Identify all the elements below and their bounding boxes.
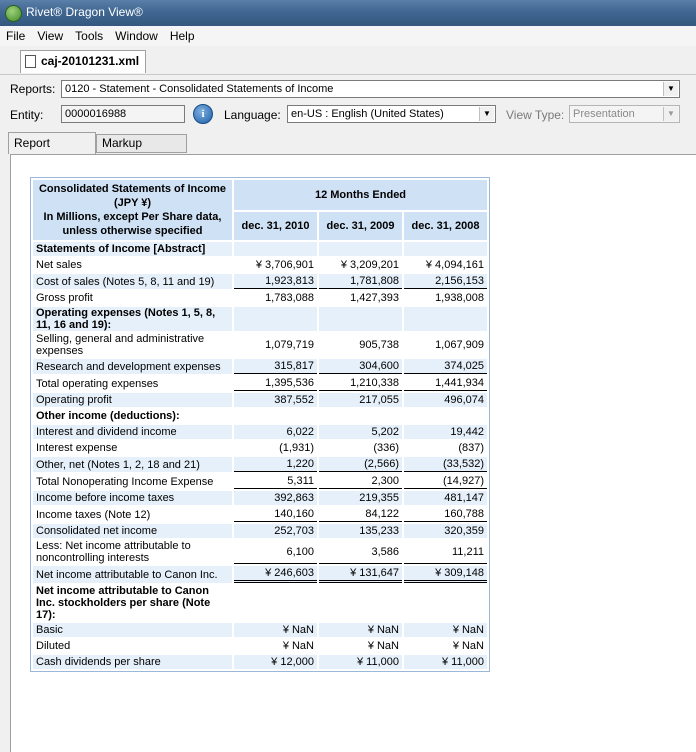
row-label: Net income attributable to Canon Inc. <box>33 566 232 583</box>
window-title: Rivet® Dragon View® <box>26 5 143 19</box>
row-value: 217,055 <box>319 393 402 407</box>
table-row <box>33 491 487 505</box>
row-value: 1,441,934 <box>404 376 487 391</box>
row-label: Income before income taxes <box>33 491 232 505</box>
table-row <box>33 274 487 289</box>
table-section-row <box>33 585 487 621</box>
row-value <box>234 585 317 621</box>
table-row <box>33 441 487 455</box>
menu-bar <box>0 26 696 46</box>
row-value: 1,781,808 <box>319 274 402 289</box>
table-unit-note: In Millions, except Per Share data, unless otherwise specified <box>43 211 222 237</box>
row-label: Total operating expenses <box>33 376 232 391</box>
row-value <box>404 409 487 423</box>
row-value: 6,100 <box>234 540 317 564</box>
row-value: 392,863 <box>234 491 317 505</box>
app-logo-icon <box>5 5 22 22</box>
row-value: ¥ 12,000 <box>234 655 317 669</box>
table-section-row <box>33 242 487 256</box>
row-label: Operating expenses (Notes 1, 5, 8, 11, 16 and 19): <box>33 307 232 331</box>
reports-select[interactable] <box>61 80 680 98</box>
entity-label: Entity: <box>10 108 44 122</box>
menu-window[interactable]: Window <box>115 29 158 43</box>
row-value: (1,931) <box>234 441 317 455</box>
row-value: 19,442 <box>404 425 487 439</box>
row-value: ¥ 4,094,161 <box>404 258 487 272</box>
table-row <box>33 376 487 391</box>
row-value: 6,022 <box>234 425 317 439</box>
row-value <box>234 409 317 423</box>
row-value: 496,074 <box>404 393 487 407</box>
row-value: 140,160 <box>234 507 317 522</box>
table-row <box>33 623 487 637</box>
row-value: 1,783,088 <box>234 291 317 305</box>
chevron-down-icon: ▼ <box>479 107 494 121</box>
language-select-value: en-US : English (United States) <box>291 108 444 120</box>
column-header: dec. 31, 2008 <box>404 212 487 240</box>
row-value <box>404 242 487 256</box>
table-row <box>33 457 487 472</box>
row-value: 2,156,153 <box>404 274 487 289</box>
row-label: Less: Net income attributable to noncontrolling interests <box>33 540 232 564</box>
row-value: ¥ 3,209,201 <box>319 258 402 272</box>
row-label: Total Nonoperating Income Expense <box>33 474 232 489</box>
row-value: 905,738 <box>319 333 402 357</box>
reports-label: Reports: <box>10 82 56 96</box>
row-label: Other, net (Notes 1, 2, 18 and 21) <box>33 457 232 472</box>
row-value: 84,122 <box>319 507 402 522</box>
tab-report-preview[interactable]: Report <box>8 132 96 154</box>
row-value: ¥ 11,000 <box>319 655 402 669</box>
row-value: ¥ NaN <box>234 623 317 637</box>
row-value: 2,300 <box>319 474 402 489</box>
row-value: 1,938,008 <box>404 291 487 305</box>
report-preview-pane <box>10 154 696 752</box>
row-value: 481,147 <box>404 491 487 505</box>
table-row <box>33 291 487 305</box>
tab-markup-review[interactable]: Markup <box>96 134 187 153</box>
menu-view[interactable]: View <box>37 29 64 43</box>
row-label: Research and development expenses <box>33 359 232 374</box>
menu-file[interactable]: File <box>6 29 26 43</box>
row-value: 5,311 <box>234 474 317 489</box>
chevron-down-icon: ▼ <box>663 107 678 121</box>
table-row <box>33 655 487 669</box>
menu-help[interactable]: Help <box>169 29 195 43</box>
document-tab[interactable] <box>20 50 146 73</box>
row-value: 1,220 <box>234 457 317 472</box>
entity-field[interactable]: 0000016988 <box>61 105 185 123</box>
row-value: ¥ NaN <box>404 639 487 653</box>
row-label: Consolidated net income <box>33 524 232 538</box>
table-section-row <box>33 409 487 423</box>
language-label: Language: <box>224 108 281 122</box>
table-row <box>33 507 487 522</box>
row-label: Selling, general and administrative expenses <box>33 333 232 357</box>
row-value: 1,210,338 <box>319 376 402 391</box>
row-label: Net sales <box>33 258 232 272</box>
row-value: ¥ 11,000 <box>404 655 487 669</box>
table-row <box>33 258 487 272</box>
row-value: 1,923,813 <box>234 274 317 289</box>
row-label: Interest expense <box>33 441 232 455</box>
row-value: ¥ 309,148 <box>404 566 487 583</box>
row-value: (33,532) <box>404 457 487 472</box>
table-row <box>33 359 487 374</box>
table-row <box>33 540 487 564</box>
row-value: 252,703 <box>234 524 317 538</box>
row-value: 1,067,909 <box>404 333 487 357</box>
row-value <box>319 409 402 423</box>
view-type-select-value: Presentation <box>573 108 635 120</box>
language-select[interactable] <box>287 105 496 123</box>
row-label: Income taxes (Note 12) <box>33 507 232 522</box>
row-label: Gross profit <box>33 291 232 305</box>
info-button[interactable]: i <box>193 104 213 124</box>
row-value: 3,586 <box>319 540 402 564</box>
row-value: ¥ 246,603 <box>234 566 317 583</box>
column-header: dec. 31, 2010 <box>234 212 317 240</box>
row-label: Operating profit <box>33 393 232 407</box>
row-value <box>319 585 402 621</box>
period-header: 12 Months Ended <box>234 180 487 210</box>
row-value: 304,600 <box>319 359 402 374</box>
row-value: (336) <box>319 441 402 455</box>
row-value: 1,427,393 <box>319 291 402 305</box>
document-icon <box>25 55 36 68</box>
row-value <box>319 307 402 331</box>
row-label: Diluted <box>33 639 232 653</box>
row-value <box>234 307 317 331</box>
row-value: ¥ NaN <box>234 639 317 653</box>
row-value <box>234 242 317 256</box>
table-row <box>33 425 487 439</box>
row-value: (837) <box>404 441 487 455</box>
table-row <box>33 393 487 407</box>
title-bar <box>0 0 696 26</box>
row-value: 11,211 <box>404 540 487 564</box>
row-value: ¥ NaN <box>319 623 402 637</box>
row-value: 387,552 <box>234 393 317 407</box>
row-value: 1,395,536 <box>234 376 317 391</box>
row-value: 315,817 <box>234 359 317 374</box>
table-row <box>33 639 487 653</box>
table-row <box>33 333 487 357</box>
table-row <box>33 524 487 538</box>
row-label: Net income attributable to Canon Inc. stockholders per share (Note 17): <box>33 585 232 621</box>
table-row <box>33 474 487 489</box>
row-value: ¥ 131,647 <box>319 566 402 583</box>
row-value: 1,079,719 <box>234 333 317 357</box>
row-label: Other income (deductions): <box>33 409 232 423</box>
row-label: Statements of Income [Abstract] <box>33 242 232 256</box>
reports-select-value: 0120 - Statement - Consolidated Statements of Income <box>65 83 334 95</box>
row-value: ¥ NaN <box>319 639 402 653</box>
row-value: 374,025 <box>404 359 487 374</box>
table-row <box>33 566 487 583</box>
column-header: dec. 31, 2009 <box>319 212 402 240</box>
row-value: (2,566) <box>319 457 402 472</box>
row-label: Basic <box>33 623 232 637</box>
row-value: (14,927) <box>404 474 487 489</box>
row-value: 320,359 <box>404 524 487 538</box>
view-type-label: View Type: <box>506 108 565 122</box>
row-value: 5,202 <box>319 425 402 439</box>
row-value <box>404 307 487 331</box>
row-value <box>404 585 487 621</box>
row-value: 160,788 <box>404 507 487 522</box>
table-corner-header <box>33 180 232 240</box>
row-label: Interest and dividend income <box>33 425 232 439</box>
view-type-select <box>569 105 680 123</box>
document-tab-strip <box>0 46 696 75</box>
row-value: ¥ NaN <box>404 623 487 637</box>
row-value: ¥ 3,706,901 <box>234 258 317 272</box>
row-value: 219,355 <box>319 491 402 505</box>
income-statement-table <box>30 177 490 672</box>
row-value <box>319 242 402 256</box>
table-title: Consolidated Statements of Income (JPY ¥) <box>38 183 227 209</box>
row-label: Cash dividends per share <box>33 655 232 669</box>
chevron-down-icon: ▼ <box>663 82 678 96</box>
row-label: Cost of sales (Notes 5, 8, 11 and 19) <box>33 274 232 289</box>
table-section-row <box>33 307 487 331</box>
document-tab-label: caj-20101231.xml <box>41 54 140 68</box>
menu-tools[interactable]: Tools <box>75 29 104 43</box>
row-value: 135,233 <box>319 524 402 538</box>
